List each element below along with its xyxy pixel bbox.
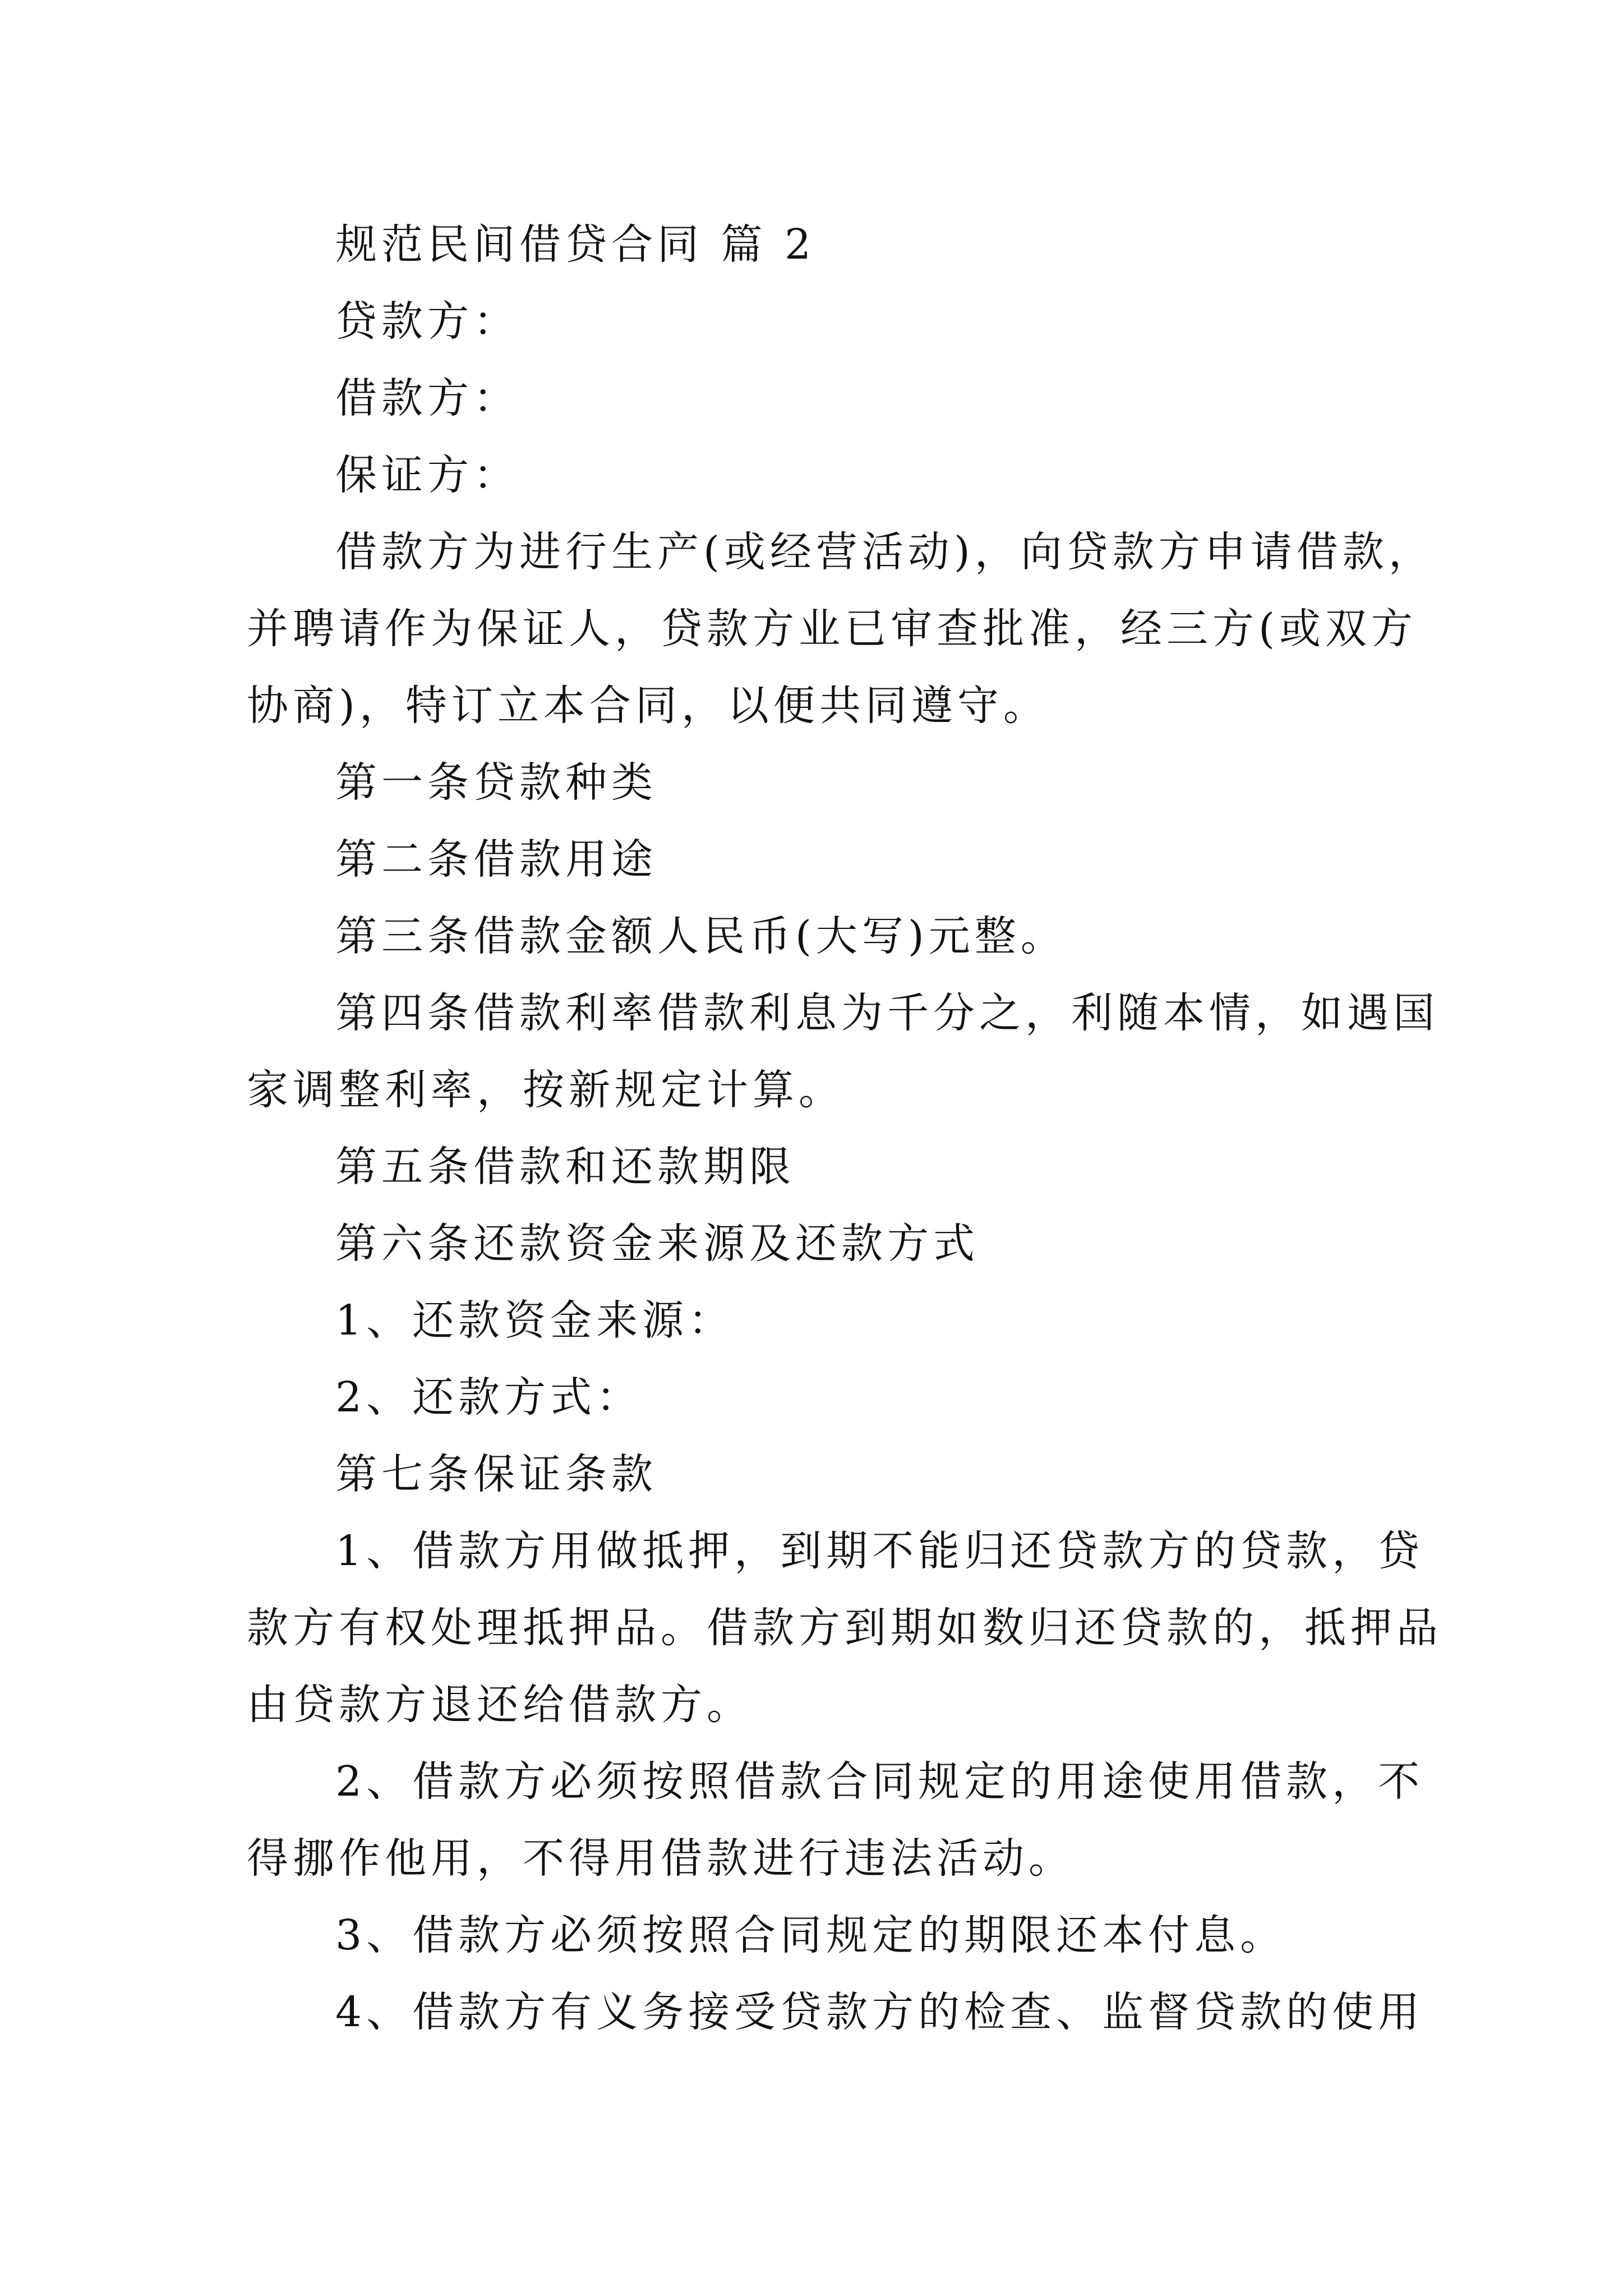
- text-line: 家调整利率，按新规定计算。: [247, 1066, 845, 1114]
- list-item: 1、借款方用做抵押，到期不能归还贷款方的贷款，贷: [335, 1527, 1424, 1575]
- article-heading: 第一条贷款种类: [335, 758, 657, 807]
- list-item: 2、还款方式：: [335, 1373, 643, 1421]
- borrower-line: 借款方：: [335, 374, 519, 422]
- guarantor-line: 保证方：: [335, 451, 519, 499]
- text-line: 得挪作他用，不得用借款进行违法活动。: [247, 1834, 1075, 1883]
- document-body: [247, 206, 1442, 2051]
- article-heading: 第六条还款资金来源及还款方式: [335, 1220, 979, 1268]
- text-line: 协商)，特订立本合同，以便共同遵守。: [247, 682, 1049, 730]
- article-heading: 第三条借款金额人民币(大写)元整。: [335, 912, 1067, 960]
- article-heading: 第五条借款和还款期限: [335, 1143, 795, 1191]
- article-heading: 第七条保证条款: [335, 1450, 657, 1498]
- text-line: 由贷款方退还给借款方。: [247, 1681, 753, 1729]
- text-line: 款方有权处理抵押品。借款方到期如数归还贷款的，抵押品: [247, 1604, 1442, 1652]
- lender-line: 贷款方：: [335, 297, 519, 346]
- list-item: 3、借款方必须按照合同规定的期限还本付息。: [335, 1911, 1287, 1959]
- text-line: 并聘请作为保证人，贷款方业已审查批准，经三方(或双方: [247, 605, 1417, 653]
- list-item: 2、借款方必须按照借款合同规定的用途使用借款，不: [335, 1757, 1424, 1806]
- list-item: 4、借款方有义务接受贷款方的检查、监督贷款的使用: [335, 1988, 1424, 2036]
- document-title: 规范民间借贷合同 篇 2: [335, 220, 816, 269]
- list-item: 1、还款资金来源：: [335, 1296, 735, 1345]
- text-line: 第四条借款利率借款利息为千分之，利随本情，如遇国: [335, 989, 1439, 1037]
- article-heading: 第二条借款用途: [335, 835, 657, 884]
- text-line: 借款方为进行生产(或经营活动)，向贷款方申请借款，: [335, 528, 1435, 576]
